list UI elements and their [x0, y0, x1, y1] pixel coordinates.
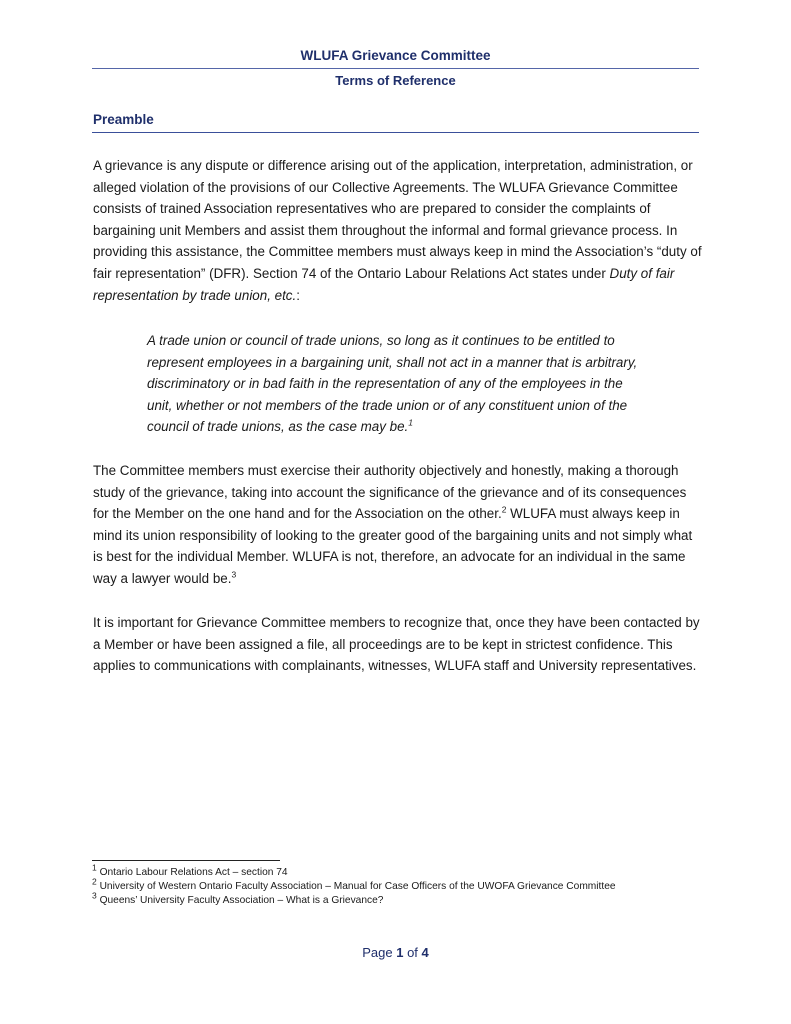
footnote-number: 1 [92, 862, 97, 873]
paragraph-grievance-definition [93, 155, 703, 306]
header-divider [92, 68, 699, 69]
footnote-divider [92, 860, 280, 861]
document-header-subtitle: Terms of Reference [335, 73, 456, 88]
page-number [0, 945, 791, 960]
page-total: 4 [421, 945, 429, 960]
paragraph-text: It is important for Grievance Committee members to recognize that, once they have been contacted by a Member or have been assigned a file, all proceedings are to be kept in strictest confidence. This applies to communications with complainants, witnesses, WLUFA staff and University representatives. [93, 615, 700, 674]
footnote-text: University of Western Ontario Faculty Association – Manual for Case Officers of the UWOFA Grievance Committee [96, 881, 616, 892]
paragraph-text: The Committee members must exercise their authority objectively and honestly, making a thorough study of the grievance, taking into account the significance of the grievance and of its consequences for the Member on the one hand and for the Association on the other. [93, 463, 687, 522]
footnotes-list [92, 862, 692, 908]
footnote-number: 3 [92, 890, 97, 901]
page-of: of [403, 945, 422, 960]
footnote-ref-1: 1 [408, 417, 414, 428]
page-label: Page [362, 945, 397, 960]
footnote-item [92, 876, 692, 894]
paragraph-text: A grievance is any dispute or difference arising out of the application, interpretation, administration, or alleged violation of the provisions of our Collective Agreements. The WLUFA Grievance Committee consists of trained Association representatives who are prepared to consider the complaints of bargaining unit Members and assist them throughout the informal and formal grievance process. In providing this assistance, the Committee members must always keep in mind the Association’s “duty of fair representation” (DFR). Section 74 of the Ontario Labour Relations Act states under [93, 158, 702, 281]
paragraph-confidentiality [93, 612, 703, 677]
section-heading-preamble: Preamble [93, 112, 154, 127]
paragraph-committee-duties [93, 460, 703, 590]
footnote-text: Queens’ University Faculty Association – What is a Grievance? [96, 895, 384, 906]
footnote-ref-3: 3 [231, 569, 237, 580]
footnote-ref-2: 2 [501, 504, 507, 515]
page-current: 1 [396, 945, 404, 960]
paragraph-italic-reference: Duty of fair representation by trade union, etc. [93, 265, 675, 303]
paragraph-text-end: : [296, 287, 300, 303]
footnote-item [92, 862, 692, 880]
paragraph-text: WLUFA must always keep in mind its union responsibility of looking to the greater good of the bargaining units and not simply what is best for the individual Member. WLUFA is not, therefore, an advocate for an individual in the same way a lawyer would be. [93, 506, 693, 586]
footnote-number: 2 [92, 876, 97, 887]
document-header-title: WLUFA Grievance Committee [300, 48, 491, 63]
quote-text: A trade union or council of trade unions, so long as it continues to be entitled to represent employees in a bargaining unit, shall not act in a manner that is arbitrary, discriminatory or in bad faith in the representation of any of the employees in the unit, whether or not members of the trade union or of any constituent union of the council of trade unions, as the case may be. [147, 333, 638, 435]
section-divider [92, 132, 699, 133]
block-quote-act-section-74 [147, 330, 647, 438]
footnote-text: Ontario Labour Relations Act – section 74 [96, 867, 288, 878]
footnote-item [92, 890, 692, 908]
